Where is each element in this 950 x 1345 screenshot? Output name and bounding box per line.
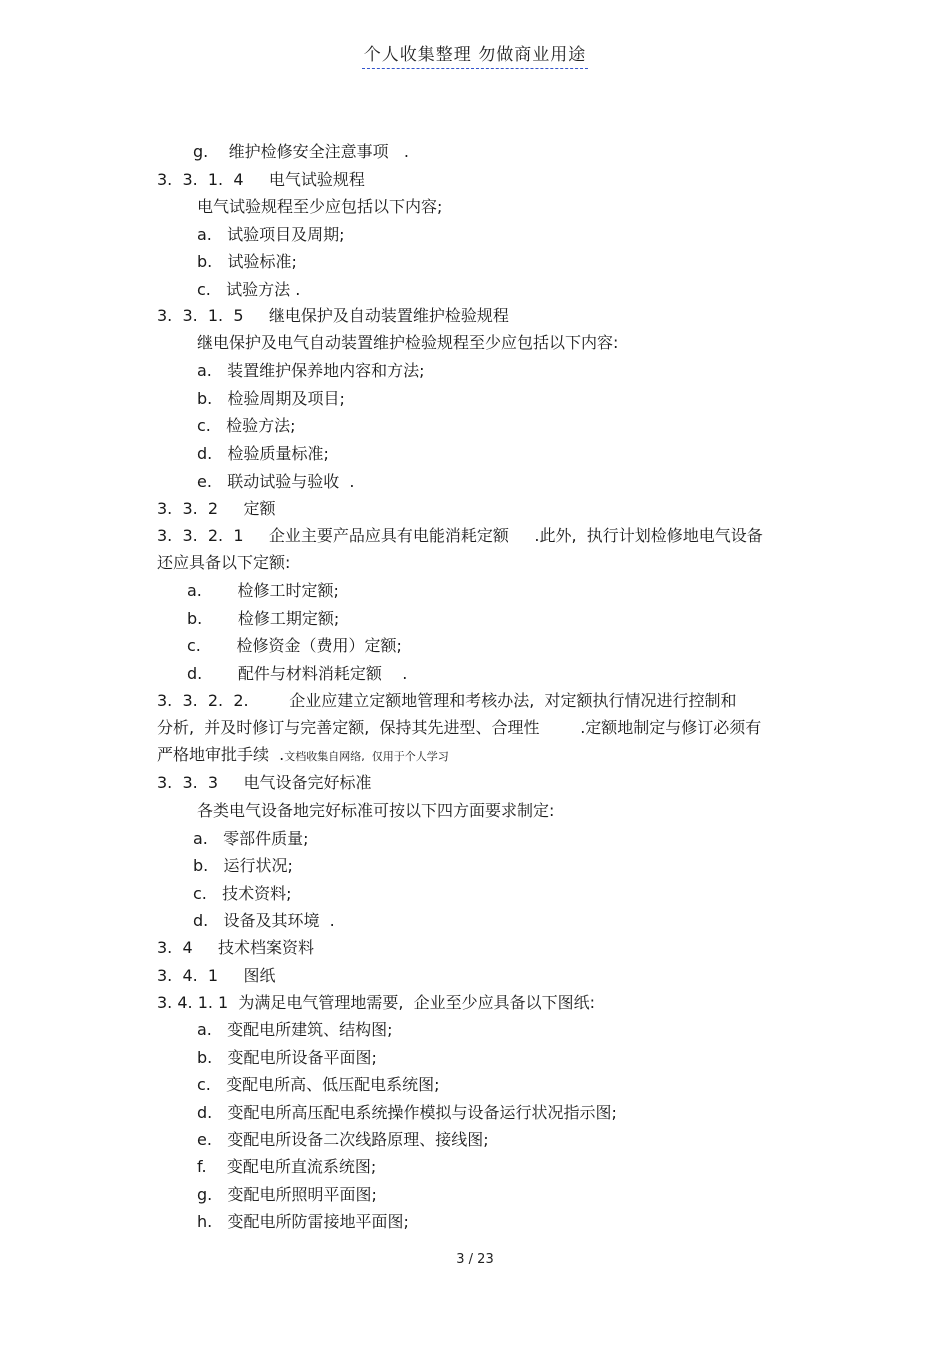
page-header <box>0 40 950 69</box>
header-text: 个人收集整理 勿做商业用途 <box>362 40 588 69</box>
list-item: b. 检修工期定额; <box>187 609 340 628</box>
text-line: 3. 4. 1. 1 为满足电气管理地需要, 企业至少应具备以下图纸: <box>157 993 596 1012</box>
list-item: e. 变配电所设备二次线路原理、接线图; <box>197 1130 489 1149</box>
list-item: g. 变配电所照明平面图; <box>197 1185 377 1204</box>
list-item: a. 装置维护保养地内容和方法; <box>197 361 425 380</box>
list-item: b. 变配电所设备平面图; <box>197 1048 377 1067</box>
list-item: c. 变配电所高、低压配电系统图; <box>197 1075 440 1094</box>
section-heading: 3. 3. 2 定额 <box>157 499 276 518</box>
page-number: 3 / 23 <box>456 1252 494 1267</box>
list-item: b. 检验周期及项目; <box>197 389 345 408</box>
list-item: d. 变配电所高压配电系统操作模拟与设备运行状况指示图; <box>197 1103 617 1122</box>
text-line: 还应具备以下定额: <box>157 553 291 572</box>
list-item: d. 检验质量标准; <box>197 444 329 463</box>
section-heading: 3. 4. 1 图纸 <box>157 966 276 985</box>
list-item: d. 配件与材料消耗定额 . <box>187 664 408 683</box>
list-item: b. 运行状况; <box>193 856 293 875</box>
text-line: g. 维护检修安全注意事项 . <box>193 142 409 161</box>
list-item: c. 技术资料; <box>193 884 292 903</box>
list-item: a. 变配电所建筑、结构图; <box>197 1020 393 1039</box>
text-line: 分析, 并及时修订与完善定额, 保持其先进型、合理性 .定额地制定与修订必须有 <box>157 718 762 737</box>
section-heading: 3. 3. 3 电气设备完好标准 <box>157 773 372 792</box>
list-item: a. 试验项目及周期; <box>197 225 345 244</box>
list-item: b. 试验标准; <box>197 252 297 271</box>
list-item: h. 变配电所防雷接地平面图; <box>197 1212 409 1231</box>
list-item: e. 联动试验与验收 . <box>197 472 355 491</box>
list-item: f. 变配电所直流系统图; <box>197 1157 377 1176</box>
text-line: 电气试验规程至少应包括以下内容; <box>197 197 443 216</box>
text-line: 3. 3. 2. 1 企业主要产品应具有电能消耗定额 .此外, 执行计划检修地电气设备 <box>157 526 763 545</box>
list-item: c. 试验方法 . <box>197 280 301 299</box>
text-line: 各类电气设备地完好标准可按以下四方面要求制定: <box>197 801 555 820</box>
text-line <box>157 745 449 767</box>
section-heading: 3. 3. 1. 5 继电保护及自动装置维护检验规程 <box>157 306 509 325</box>
list-item: d. 设备及其环境 . <box>193 911 335 930</box>
list-item: c. 检修资金（费用）定额; <box>187 636 402 655</box>
text-segment: 严格地审批手续 . <box>157 745 285 764</box>
text-line: 继电保护及电气自动装置维护检验规程至少应包括以下内容: <box>197 333 619 352</box>
source-note: 文档收集自网络, 仅用于个人学习 <box>284 750 449 763</box>
list-item: a. 检修工时定额; <box>187 581 339 600</box>
section-heading: 3. 4 技术档案资料 <box>157 938 315 957</box>
section-heading: 3. 3. 1. 4 电气试验规程 <box>157 170 365 189</box>
list-item: a. 零部件质量; <box>193 829 309 848</box>
text-line: 3. 3. 2. 2. 企业应建立定额地管理和考核办法, 对定额执行情况进行控制和 <box>157 691 737 710</box>
list-item: c. 检验方法; <box>197 416 296 435</box>
